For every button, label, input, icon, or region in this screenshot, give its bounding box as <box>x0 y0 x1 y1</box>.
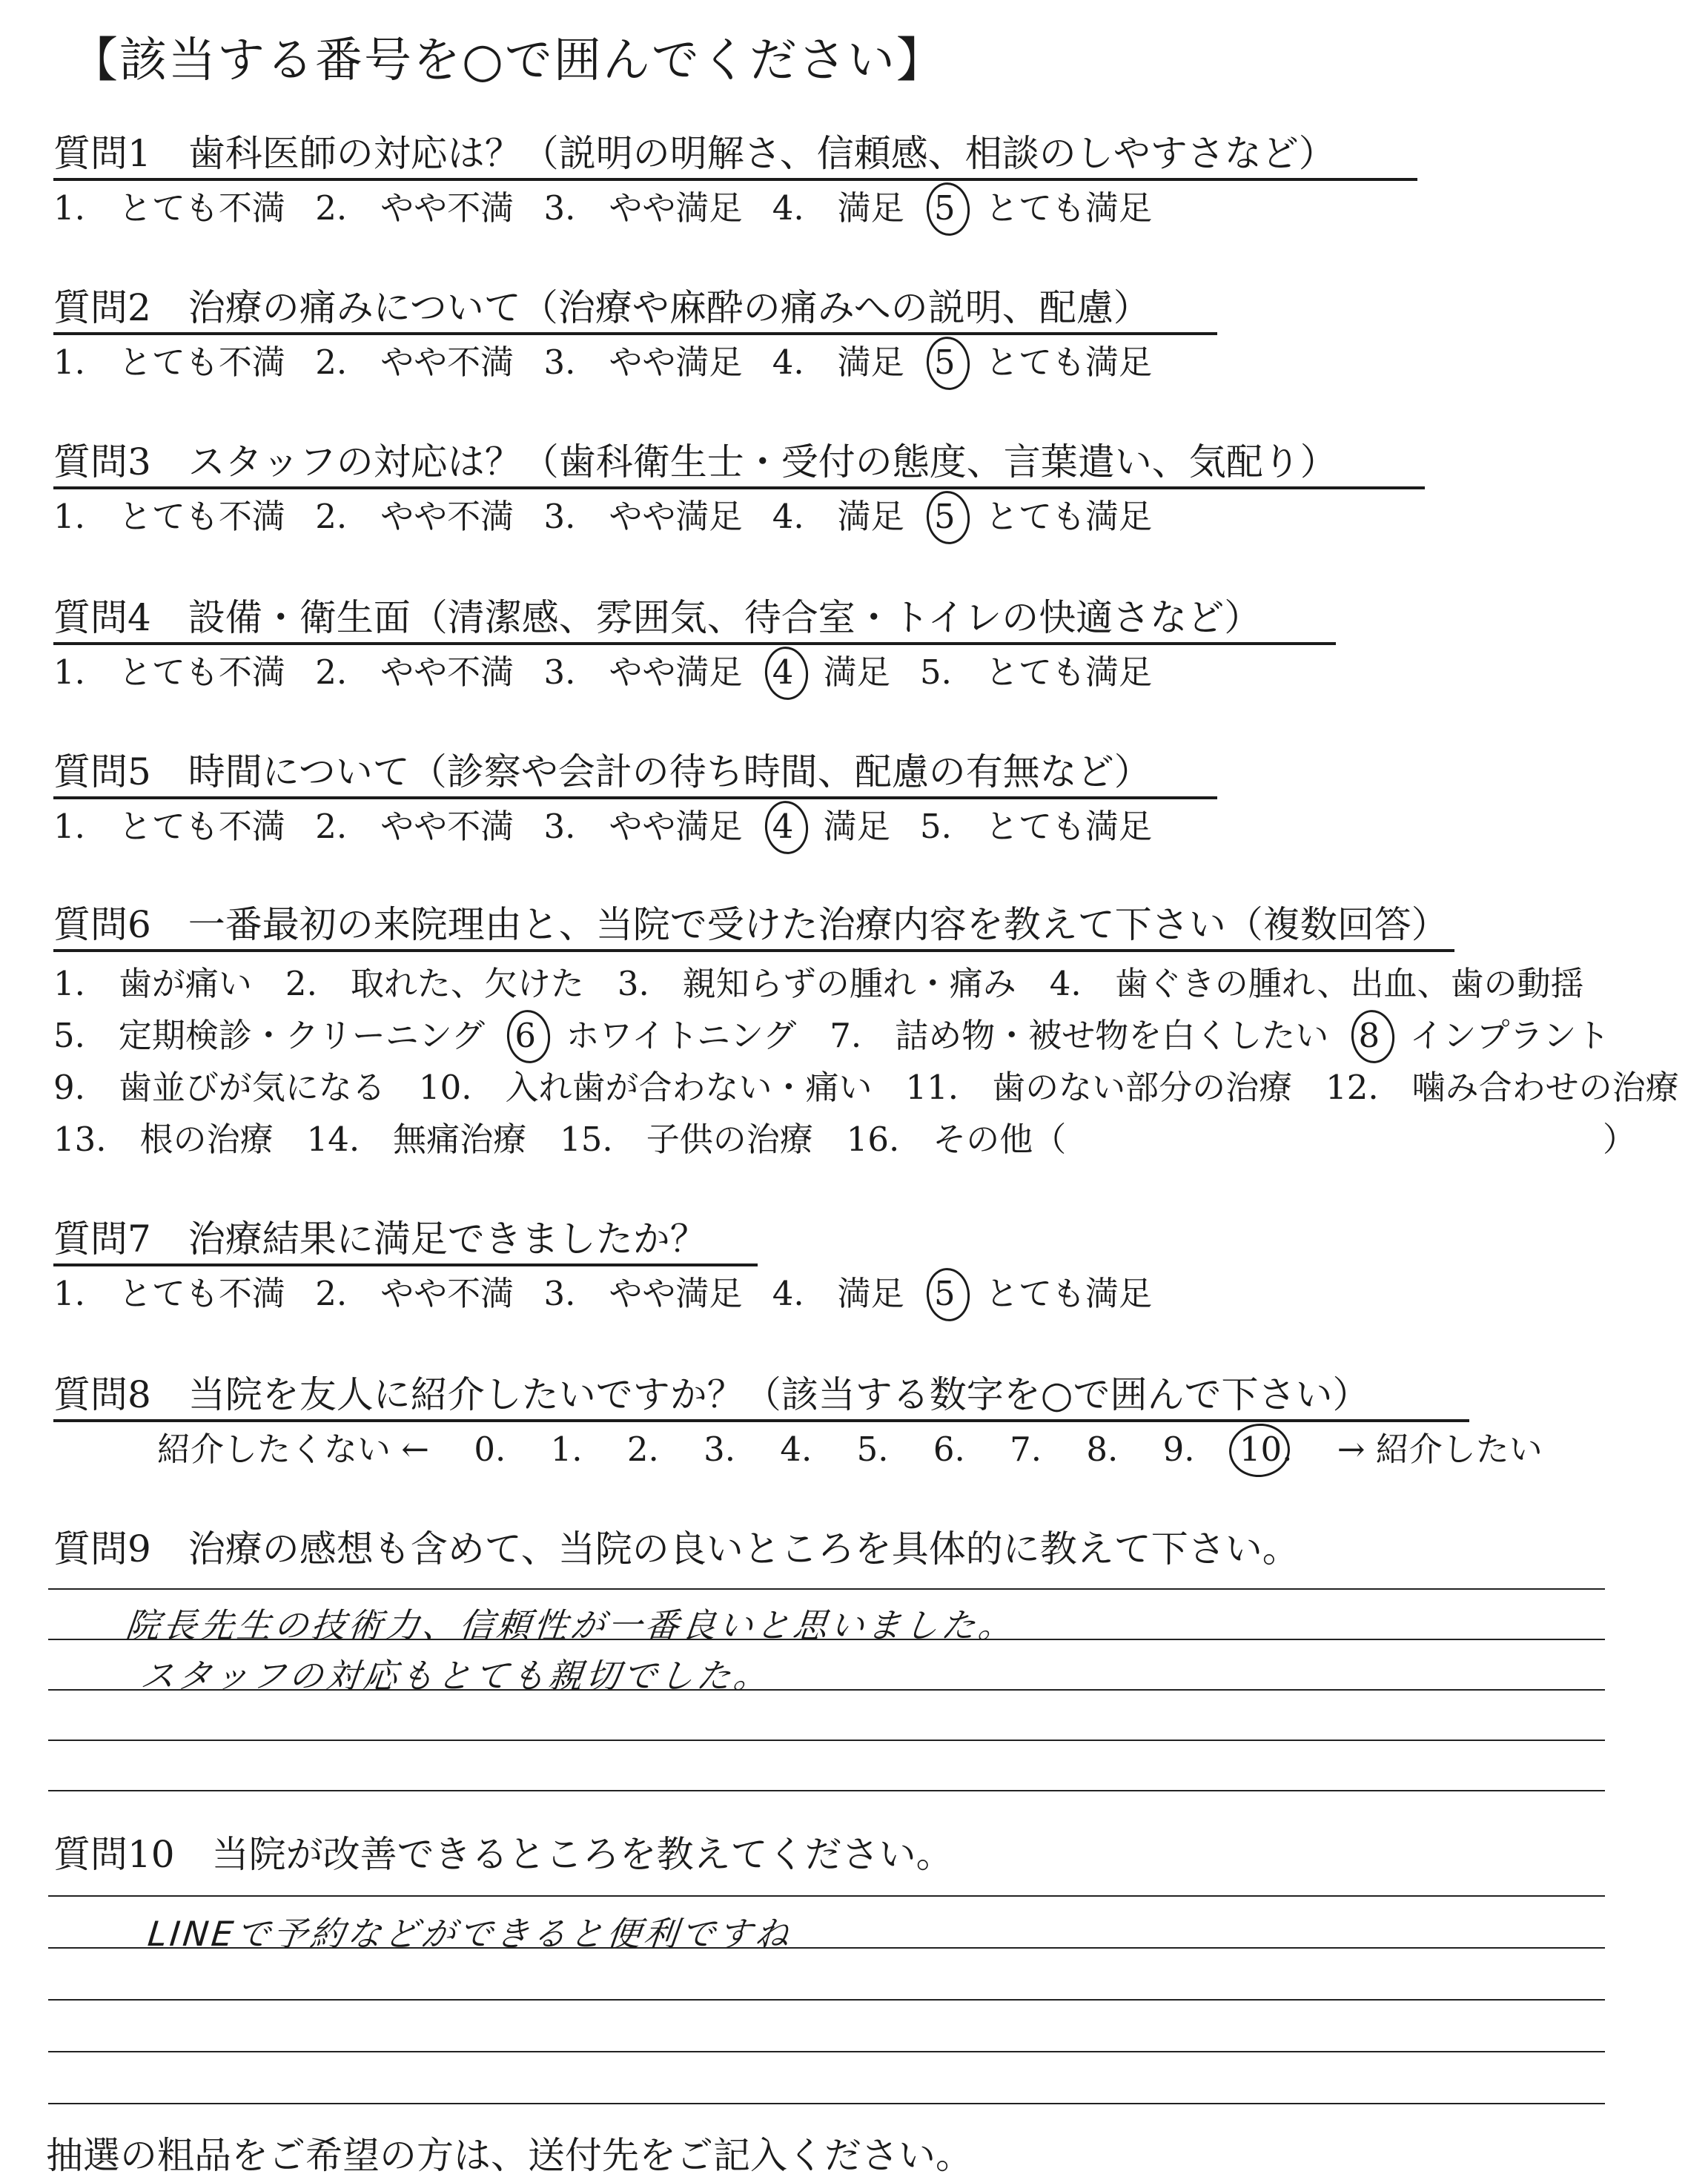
q8-left-label: 紹介したくない ← <box>157 1430 430 1469</box>
q7-option-2[interactable]: 2. やや不満 <box>315 1274 514 1313</box>
question-1-underline <box>53 178 1417 181</box>
q10-write-line-3 <box>48 1999 1605 2001</box>
question-10-label: 質問10 当院が改善できるところを教えてください。 <box>53 1833 953 1876</box>
q8-option-9[interactable]: 9. <box>1162 1430 1195 1469</box>
q8-option-2[interactable]: 2. <box>626 1430 659 1469</box>
q8-option-10-circled[interactable]: 10 <box>1239 1430 1282 1469</box>
q8-option-7[interactable]: 7. <box>1010 1430 1042 1469</box>
q8-option-8[interactable]: 8. <box>1086 1430 1119 1469</box>
q4-option-4-text: 満足 <box>823 653 890 692</box>
question-5-label: 質問5 時間について（診察や会計の待ち時間、配慮の有無など） <box>53 750 1151 793</box>
q3-option-2[interactable]: 2. やや不満 <box>315 497 514 536</box>
question-4-options <box>53 653 1171 692</box>
q3-option-5-text: とても満足 <box>984 497 1152 536</box>
q6-option-6-circled[interactable]: 6 <box>514 1016 536 1055</box>
question-4-underline <box>53 642 1336 645</box>
question-5-underline <box>53 796 1217 799</box>
q2-option-4[interactable]: 4. 満足 <box>772 343 904 382</box>
q8-option-10-dot: . <box>1282 1430 1293 1469</box>
q1-option-4[interactable]: 4. 満足 <box>772 188 904 228</box>
question-4-label: 質問4 設備・衛生面（清潔感、雰囲気、待合室・トイレの快適さなど） <box>53 596 1262 639</box>
q2-option-1[interactable]: 1. とても不満 <box>53 343 285 382</box>
q1-option-2[interactable]: 2. やや不満 <box>315 188 514 228</box>
q7-option-4[interactable]: 4. 満足 <box>772 1274 904 1313</box>
q6-option-8-circled[interactable]: 8 <box>1358 1016 1380 1055</box>
q10-write-line-5 <box>48 2103 1605 2104</box>
q8-option-5[interactable]: 5. <box>856 1430 889 1469</box>
q5-option-3[interactable]: 3. やや満足 <box>543 807 743 846</box>
q7-option-3[interactable]: 3. やや満足 <box>543 1274 743 1313</box>
q8-right-label: → 紹介したい <box>1337 1430 1543 1469</box>
q6-other-close: ） <box>1603 1120 1637 1159</box>
q7-option-5-circled[interactable]: 5 <box>934 1274 956 1313</box>
q5-option-4-text: 満足 <box>823 807 890 846</box>
q8-option-4[interactable]: 4. <box>780 1430 812 1469</box>
q1-option-3[interactable]: 3. やや満足 <box>543 188 743 228</box>
q10-write-line-4 <box>48 2051 1605 2052</box>
q9-write-line-1 <box>48 1588 1605 1590</box>
question-8-underline <box>53 1419 1469 1422</box>
q8-scale <box>157 1430 1577 1469</box>
question-2-underline <box>53 332 1217 335</box>
q5-option-5[interactable]: 5. とても満足 <box>920 807 1152 846</box>
q10-write-line-1 <box>48 1895 1605 1897</box>
page-title: 【該当する番号を○で囲んでください】 <box>70 33 945 88</box>
q8-option-1[interactable]: 1. <box>550 1430 583 1469</box>
question-8-label: 質問8 当院を友人に紹介したいですか？（該当する数字を○で囲んで下さい） <box>53 1373 1370 1416</box>
q6-option-5[interactable]: 5. 定期検診・クリーニング <box>53 1016 486 1055</box>
q1-option-5-text: とても満足 <box>984 188 1152 228</box>
q6-row-3[interactable]: 9. 歯並びが気になる 10. 入れ歯が合わない・痛い 11. 歯のない部分の治療 12. 噛み合わせの治療 <box>53 1068 1679 1107</box>
q3-option-4[interactable]: 4. 満足 <box>772 497 904 536</box>
question-7-underline <box>53 1263 758 1266</box>
question-1-label: 質問1 歯科医師の対応は？（説明の明解さ、信頼感、相談のしやすさなど） <box>53 132 1336 175</box>
q3-option-3[interactable]: 3. やや満足 <box>543 497 743 536</box>
question-9-label: 質問9 治療の感想も含めて、当院の良いところを具体的に教えて下さい。 <box>53 1527 1300 1570</box>
q2-option-2[interactable]: 2. やや不満 <box>315 343 514 382</box>
q4-option-3[interactable]: 3. やや満足 <box>543 653 743 692</box>
q4-option-5[interactable]: 5. とても満足 <box>920 653 1152 692</box>
q7-option-1[interactable]: 1. とても不満 <box>53 1274 285 1313</box>
q6-row-4[interactable]: 13. 根の治療 14. 無痛治療 15. 子供の治療 16. その他（ <box>53 1120 1067 1159</box>
q5-option-1[interactable]: 1. とても不満 <box>53 807 285 846</box>
question-7-label: 質問7 治療結果に満足できましたか？ <box>53 1218 707 1261</box>
q8-option-3[interactable]: 3. <box>704 1430 736 1469</box>
q10-answer-line-1[interactable]: LINEで予約などができると便利ですね <box>145 1914 795 1954</box>
q1-option-5-circled[interactable]: 5 <box>934 188 956 228</box>
footer-note: 抽選の粗品をご希望の方は、送付先をご記入ください。 <box>46 2134 973 2177</box>
question-2-label: 質問2 治療の痛みについて（治療や麻酔の痛みへの説明、配慮） <box>53 286 1151 329</box>
question-5-options <box>53 807 1171 846</box>
q9-answer-line-2[interactable]: スタッフの対応もとても親切でした。 <box>138 1656 773 1696</box>
question-3-options <box>53 497 1171 536</box>
question-6-label: 質問6 一番最初の来院理由と、当院で受けた治療内容を教えて下さい（複数回答） <box>53 903 1449 946</box>
q4-option-4-circled[interactable]: 4 <box>772 653 794 692</box>
q4-option-1[interactable]: 1. とても不満 <box>53 653 285 692</box>
q9-write-line-4 <box>48 1740 1605 1741</box>
question-6-underline <box>53 949 1454 952</box>
question-3-underline <box>53 486 1425 489</box>
q8-option-0[interactable]: 0. <box>474 1430 506 1469</box>
question-7-options <box>53 1274 1171 1313</box>
q9-answer-line-1[interactable]: 院長先生の技術力、信頼性が一番良いと思いました。 <box>123 1605 1018 1645</box>
question-2-options <box>53 343 1171 382</box>
q5-option-4-circled[interactable]: 4 <box>772 807 794 846</box>
question-1-options <box>53 188 1171 228</box>
q5-option-2[interactable]: 2. やや不満 <box>315 807 514 846</box>
q6-row-1[interactable]: 1. 歯が痛い 2. 取れた、欠けた 3. 親知らずの腫れ・痛み 4. 歯ぐきの腫れ、出血、歯の動揺 <box>53 964 1584 1003</box>
question-3-label: 質問3 スタッフの対応は？（歯科衛生士・受付の態度、言葉遣い、気配り） <box>53 440 1337 483</box>
q2-option-5-text: とても満足 <box>984 343 1152 382</box>
q9-write-line-5 <box>48 1790 1605 1791</box>
q2-option-3[interactable]: 3. やや満足 <box>543 343 743 382</box>
q6-option-6-text[interactable]: ホワイトニング 7. 詰め物・被せ物を白くしたい <box>566 1016 1329 1055</box>
q8-option-6[interactable]: 6. <box>933 1430 965 1469</box>
q1-option-1[interactable]: 1. とても不満 <box>53 188 285 228</box>
q3-option-5-circled[interactable]: 5 <box>934 497 956 536</box>
q2-option-5-circled[interactable]: 5 <box>934 343 956 382</box>
q6-option-8-text[interactable]: インプラント <box>1409 1016 1610 1055</box>
q7-option-5-text: とても満足 <box>984 1274 1152 1313</box>
q4-option-2[interactable]: 2. やや不満 <box>315 653 514 692</box>
q6-row-2 <box>53 1016 1629 1055</box>
q3-option-1[interactable]: 1. とても不満 <box>53 497 285 536</box>
